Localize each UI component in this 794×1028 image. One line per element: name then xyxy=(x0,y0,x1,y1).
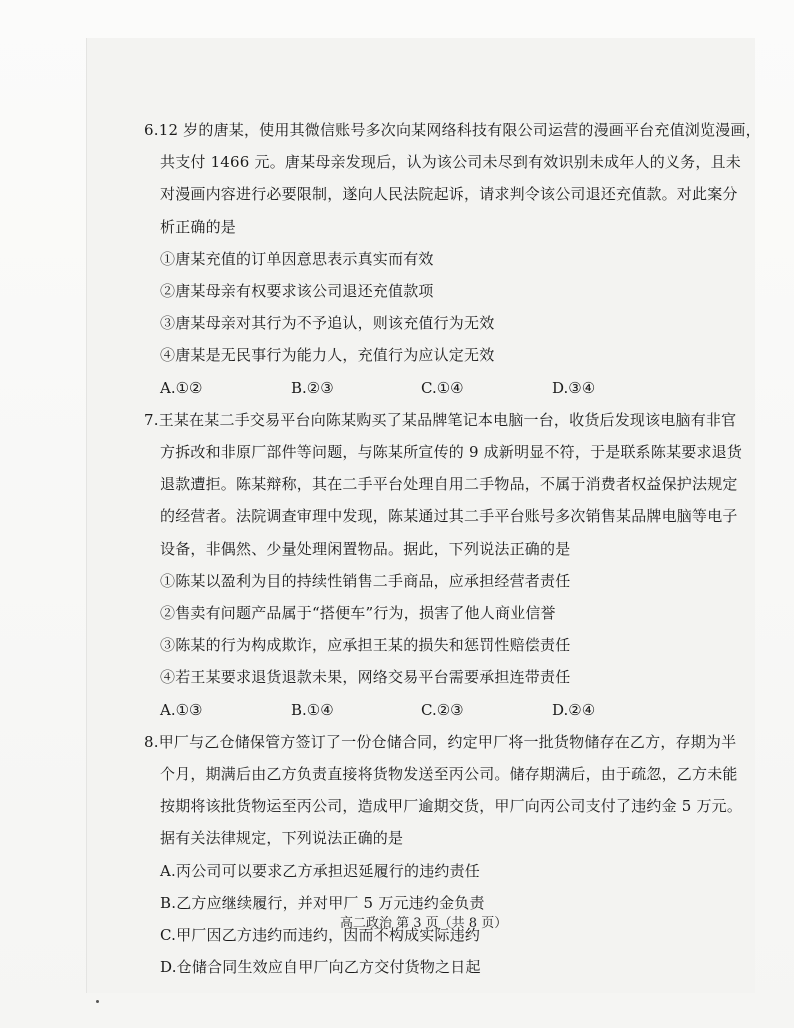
option-d: D.②④ xyxy=(552,701,596,719)
question-7-statement: ③陈某的行为构成欺诈，应承担王某的损失和惩罚性赔偿责任 xyxy=(160,636,571,654)
question-6-statement: ②唐某母亲有权要求该公司退还充值款项 xyxy=(160,282,434,300)
question-6-statement: ①唐某充值的订单因意思表示真实而有效 xyxy=(160,250,434,268)
question-7-statement: ④若王某要求退货退款未果，网络交易平台需要承担连带责任 xyxy=(160,668,571,686)
option-b: B.①④ xyxy=(291,701,334,719)
question-8-stem-line: 据有关法律规定，下列说法正确的是 xyxy=(160,829,404,847)
question-8-stem-line: 个月，期满后由乙方负责直接将货物发送至丙公司。储存期满后，由于疏忽，乙方未能 xyxy=(160,765,738,783)
question-7-statement: ①陈某以盈利为目的持续性销售二手商品，应承担经营者责任 xyxy=(160,572,571,590)
option-c: C.②③ xyxy=(421,701,464,719)
question-6-stem-line: 共支付 1466 元。唐某母亲发现后，认为该公司未尽到有效识别未成年人的义务，且未 xyxy=(160,153,741,171)
question-6-statement: ④唐某是无民事行为能力人，充值行为应认定无效 xyxy=(160,346,495,364)
question-7-stem-line: 退款遭拒。陈某辩称，其在二手平台处理自用二手物品，不属于消费者权益保护法规定 xyxy=(160,475,738,493)
question-6-stem-line: 6.12 岁的唐某，使用其微信账号多次向某网络科技有限公司运营的漫画平台充值浏览漫画， xyxy=(144,121,761,139)
question-7-statement: ②售卖有问题产品属于“搭便车”行为，损害了他人商业信誉 xyxy=(160,604,556,622)
option-b: B.②③ xyxy=(291,379,334,397)
question-6-stem-line: 析正确的是 xyxy=(160,218,237,236)
option-d: D.③④ xyxy=(552,379,596,397)
question-8-option-a: A.丙公司可以要求乙方承担迟延履行的违约责任 xyxy=(160,862,481,880)
question-8-option-b: B.乙方应继续履行，并对甲厂 5 万元违约金负责 xyxy=(160,894,485,912)
question-7-stem-line: 的经营者。法院调查审理中发现，陈某通过其二手平台账号多次销售某品牌电脑等电子 xyxy=(160,507,738,525)
option-c: C.①④ xyxy=(421,379,464,397)
question-6-stem-line: 对漫画内容进行必要限制，遂向人民法院起诉，请求判令该公司退还充值款。对此案分 xyxy=(160,185,738,203)
question-8-option-c: C.甲厂因乙方违约而违约，因而不构成实际违约 xyxy=(160,926,481,944)
question-7-stem-line: 设备，非偶然、少量处理闲置物品。据此，下列说法正确的是 xyxy=(160,540,571,558)
question-7-stem-line: 方拆改和非原厂部件等问题，与陈某所宣传的 9 成新明显不符，于是联系陈某要求退货 xyxy=(160,443,743,461)
question-8-stem-line: 8.甲厂与乙仓储保管方签订了一份仓储合同，约定甲厂将一批货物储存在乙方，存期为半 xyxy=(144,733,737,751)
option-a: A.①② xyxy=(160,379,203,397)
page-footer: 高二政治 第 3 页（共 8 页） xyxy=(340,916,508,931)
option-a: A.①③ xyxy=(160,701,203,719)
scan-speck xyxy=(96,1000,99,1003)
question-8-stem-line: 按期将该批货物运至丙公司，造成甲厂逾期交货，甲厂向丙公司支付了违约金 5 万元。 xyxy=(160,797,743,815)
question-8-option-d: D.仓储合同生效应自甲厂向乙方交付货物之日起 xyxy=(160,958,481,976)
question-6-statement: ③唐某母亲对其行为不予追认，则该充值行为无效 xyxy=(160,314,495,332)
question-7-stem-line: 7.王某在某二手交易平台向陈某购买了某品牌笔记本电脑一台，收货后发现该电脑有非官 xyxy=(144,411,737,429)
